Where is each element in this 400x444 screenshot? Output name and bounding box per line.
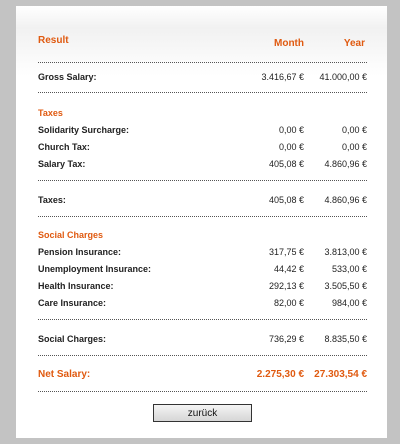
result-panel	[16, 6, 387, 438]
table-row	[38, 262, 367, 276]
taxes-section-heading: Taxes	[38, 108, 63, 118]
pension-insurance-label: Pension Insurance:	[38, 247, 122, 257]
back-button[interactable]: zurück	[153, 404, 252, 422]
health-insurance-month: 292,13 €	[268, 281, 304, 291]
church-tax-label: Church Tax:	[38, 142, 90, 152]
net-salary-month: 2.275,30 €	[256, 369, 304, 380]
table-row	[38, 157, 367, 171]
unemployment-insurance-month: 44,42 €	[273, 264, 304, 274]
gross-salary-row	[38, 70, 367, 84]
salary-tax-year: 4.860,96 €	[324, 159, 367, 169]
separator	[38, 391, 367, 392]
care-insurance-month: 82,00 €	[273, 298, 304, 308]
social-charges-total-month: 736,29 €	[268, 334, 304, 344]
table-row	[38, 123, 367, 137]
taxes-total-row	[38, 193, 367, 207]
net-salary-row	[38, 368, 367, 382]
social-charges-total-row	[38, 332, 367, 346]
salary-tax-label: Salary Tax:	[38, 159, 86, 169]
gross-salary-label: Gross Salary:	[38, 72, 97, 82]
social-charges-total-year: 8.835,50 €	[324, 334, 367, 344]
separator	[38, 92, 367, 93]
health-insurance-label: Health Insurance:	[38, 281, 114, 291]
unemployment-insurance-year: 533,00 €	[331, 264, 367, 274]
taxes-section-row	[38, 106, 367, 120]
result-header-row	[38, 34, 367, 48]
gross-salary-month: 3.416,67 €	[261, 72, 304, 82]
separator	[38, 355, 367, 356]
table-row	[38, 245, 367, 259]
solidarity-surcharge-year: 0,00 €	[341, 125, 367, 135]
table-row	[38, 140, 367, 154]
net-salary-label: Net Salary:	[38, 369, 91, 380]
taxes-total-year: 4.860,96 €	[324, 195, 367, 205]
church-tax-month: 0,00 €	[278, 142, 304, 152]
separator	[38, 62, 367, 63]
solidarity-surcharge-month: 0,00 €	[278, 125, 304, 135]
health-insurance-year: 3.505,50 €	[324, 281, 367, 291]
separator	[38, 180, 367, 181]
taxes-total-label: Taxes:	[38, 195, 66, 205]
unemployment-insurance-label: Unemployment Insurance:	[38, 264, 152, 274]
church-tax-year: 0,00 €	[341, 142, 367, 152]
social-charges-total-label: Social Charges:	[38, 334, 107, 344]
taxes-total-month: 405,08 €	[268, 195, 304, 205]
net-salary-year: 27.303,54 €	[314, 369, 367, 380]
salary-tax-month: 405,08 €	[268, 159, 304, 169]
care-insurance-label: Care Insurance:	[38, 298, 107, 308]
year-column-header: Year	[343, 38, 365, 49]
pension-insurance-month: 317,75 €	[268, 247, 304, 257]
gross-salary-year: 41.000,00 €	[319, 72, 367, 82]
solidarity-surcharge-label: Solidarity Surcharge:	[38, 125, 130, 135]
separator	[38, 216, 367, 217]
month-column-header: Month	[274, 38, 304, 49]
pension-insurance-year: 3.813,00 €	[324, 247, 367, 257]
social-charges-section-heading: Social Charges	[38, 230, 104, 240]
table-row	[38, 279, 367, 293]
care-insurance-year: 984,00 €	[331, 298, 367, 308]
table-row	[38, 296, 367, 310]
separator	[38, 319, 367, 320]
social-section-row	[38, 228, 367, 242]
result-heading: Result	[38, 35, 69, 46]
